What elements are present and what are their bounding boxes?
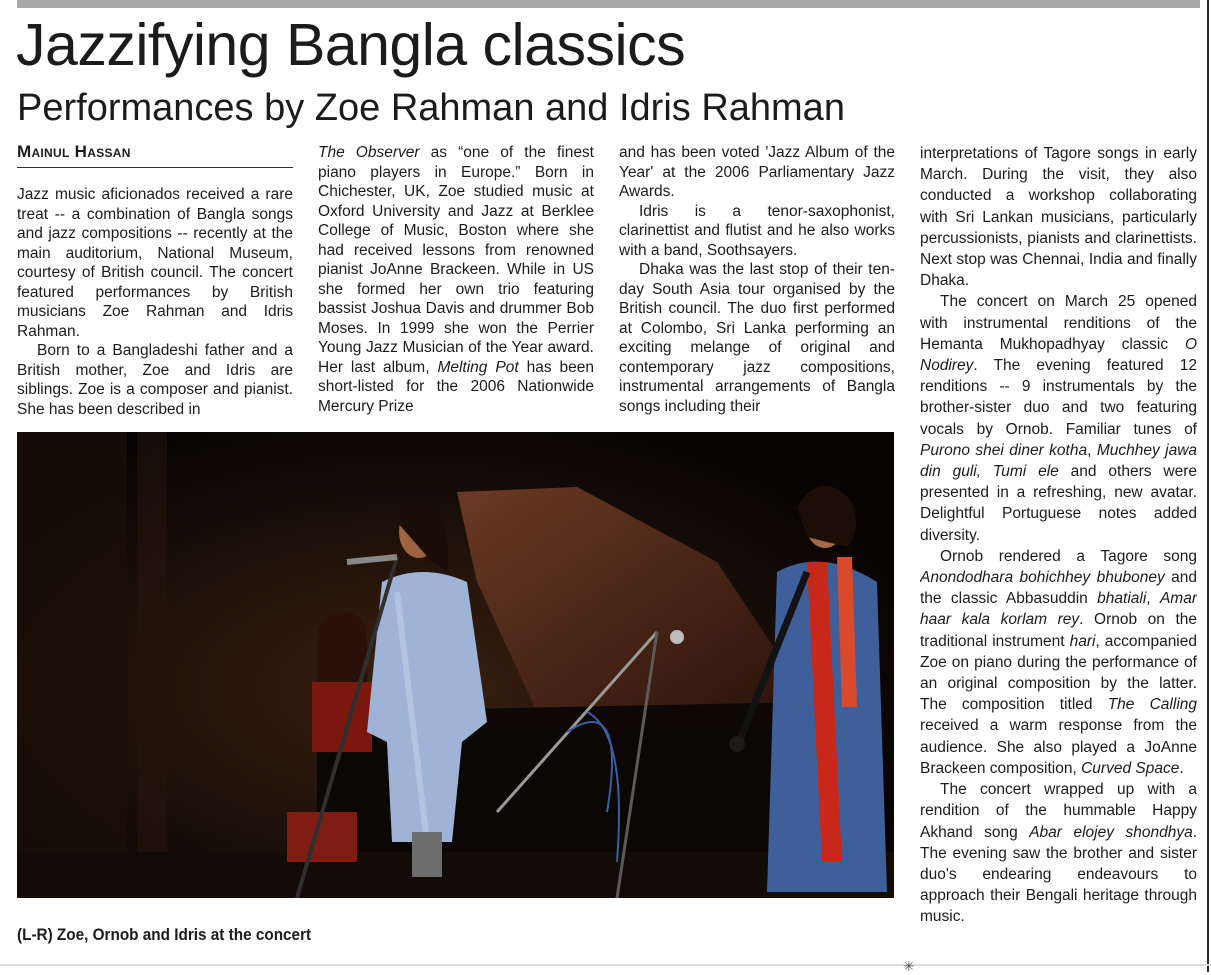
asterisk-mark-icon: ✳ <box>903 958 915 974</box>
article-column-4 <box>920 143 1197 951</box>
right-column-rule <box>1207 0 1209 972</box>
byline: Mainul Hassan <box>17 142 293 168</box>
album-title: Melting Pot <box>437 358 519 376</box>
paragraph: The concert wrapped up with a rendition of the hummable Happy Akhand song Abar elojey shondhya. The evening saw the brother and sister duo's endearing endeavours to approach their Bengali heritage through music. <box>920 781 1197 926</box>
bottom-rule <box>0 964 1211 966</box>
paragraph: Ornob rendered a Tagore song Anondodhara bohichhey bhuboney and the classic Abbasuddin bhatiali, Amar haar kala korlam rey. Ornob on the traditional instrument hari, accompanied Zoe on piano during the performance of an original composition by the latter. The composition titled The Calling received a warm response from the audience. She also played a JoAnne Brackeen composition, Curved Space. <box>920 547 1197 777</box>
paragraph: Jazz music aficionados received a rare treat -- a combination of Bangla songs and jazz compositions -- recently at the main auditorium, National Museum, courtesy of British council. The concert featured performances by British musicians Zoe Rahman and Idris Rahman. <box>17 186 293 340</box>
paragraph: Dhaka was the last stop of their ten-day South Asia tour organised by the British council. The duo first performed at Colombo, Sri Lanka performing an exciting melange of original and contemporary jazz compositions, instrumental arrangements of Bangla songs including their <box>619 261 895 415</box>
paragraph: interpretations of Tagore songs in early March. During the visit, they also conducted a workshop collaborating with Sri Lankan musicians, particularly percussionists, pianists and clarinettists. Next stop was Chennai, India and finally Dhaka. <box>920 145 1197 290</box>
photo-caption: (L-R) Zoe, Ornob and Idris at the concert <box>17 925 312 944</box>
paragraph: The concert on March 25 opened with instrumental renditions of the Hemanta Mukhopadhyay classic O Nodirey. The evening featured 12 renditions -- 9 instrumentals by the brother-sister duo and two featuring vocals by Ornob. Familiar tunes of Purono shei diner kotha, Muchhey jawa din guli, Tumi ele and others were presented in a refreshing, new avatar. Delightful Portuguese notes added diversity. <box>920 293 1197 544</box>
paragraph: Idris is a tenor-saxophonist, clarinettist and flutist and he also works with a band, Soothsayers. <box>619 202 895 259</box>
top-rule <box>17 0 1200 8</box>
paragraph: and has been voted 'Jazz Album of the Year' at the 2006 Parliamentary Jazz Awards. <box>619 144 895 200</box>
article-column-3 <box>619 143 895 421</box>
subheadline: Performances by Zoe Rahman and Idris Rahman <box>17 87 845 129</box>
paragraph: Born to a Bangladeshi father and a British mother, Zoe and Idris are siblings. Zoe is a composer and pianist. She has been described in <box>17 342 293 418</box>
paragraph: The Observer as “one of the finest piano players in Europe.” Born in Chichester, UK, Zoe studied music at Oxford University and Jazz at Berklee College of Music, Boston where she had received lessons from renowned pianist JoAnne Brackeen. While in US she formed her own trio featuring bassist Joshua Davis and drummer Bob Moses. In 1999 she won the Perrier Young Jazz Musician of the Year award. Her last album, Melting Pot has been short-listed for the 2006 Nationwide Mercury Prize <box>318 144 594 415</box>
headline: Jazzifying Bangla classics <box>16 12 686 78</box>
publication-title: The Observer <box>318 144 420 161</box>
concert-photo <box>17 432 894 898</box>
article-column-1 <box>17 185 293 421</box>
article-column-2 <box>318 143 594 421</box>
